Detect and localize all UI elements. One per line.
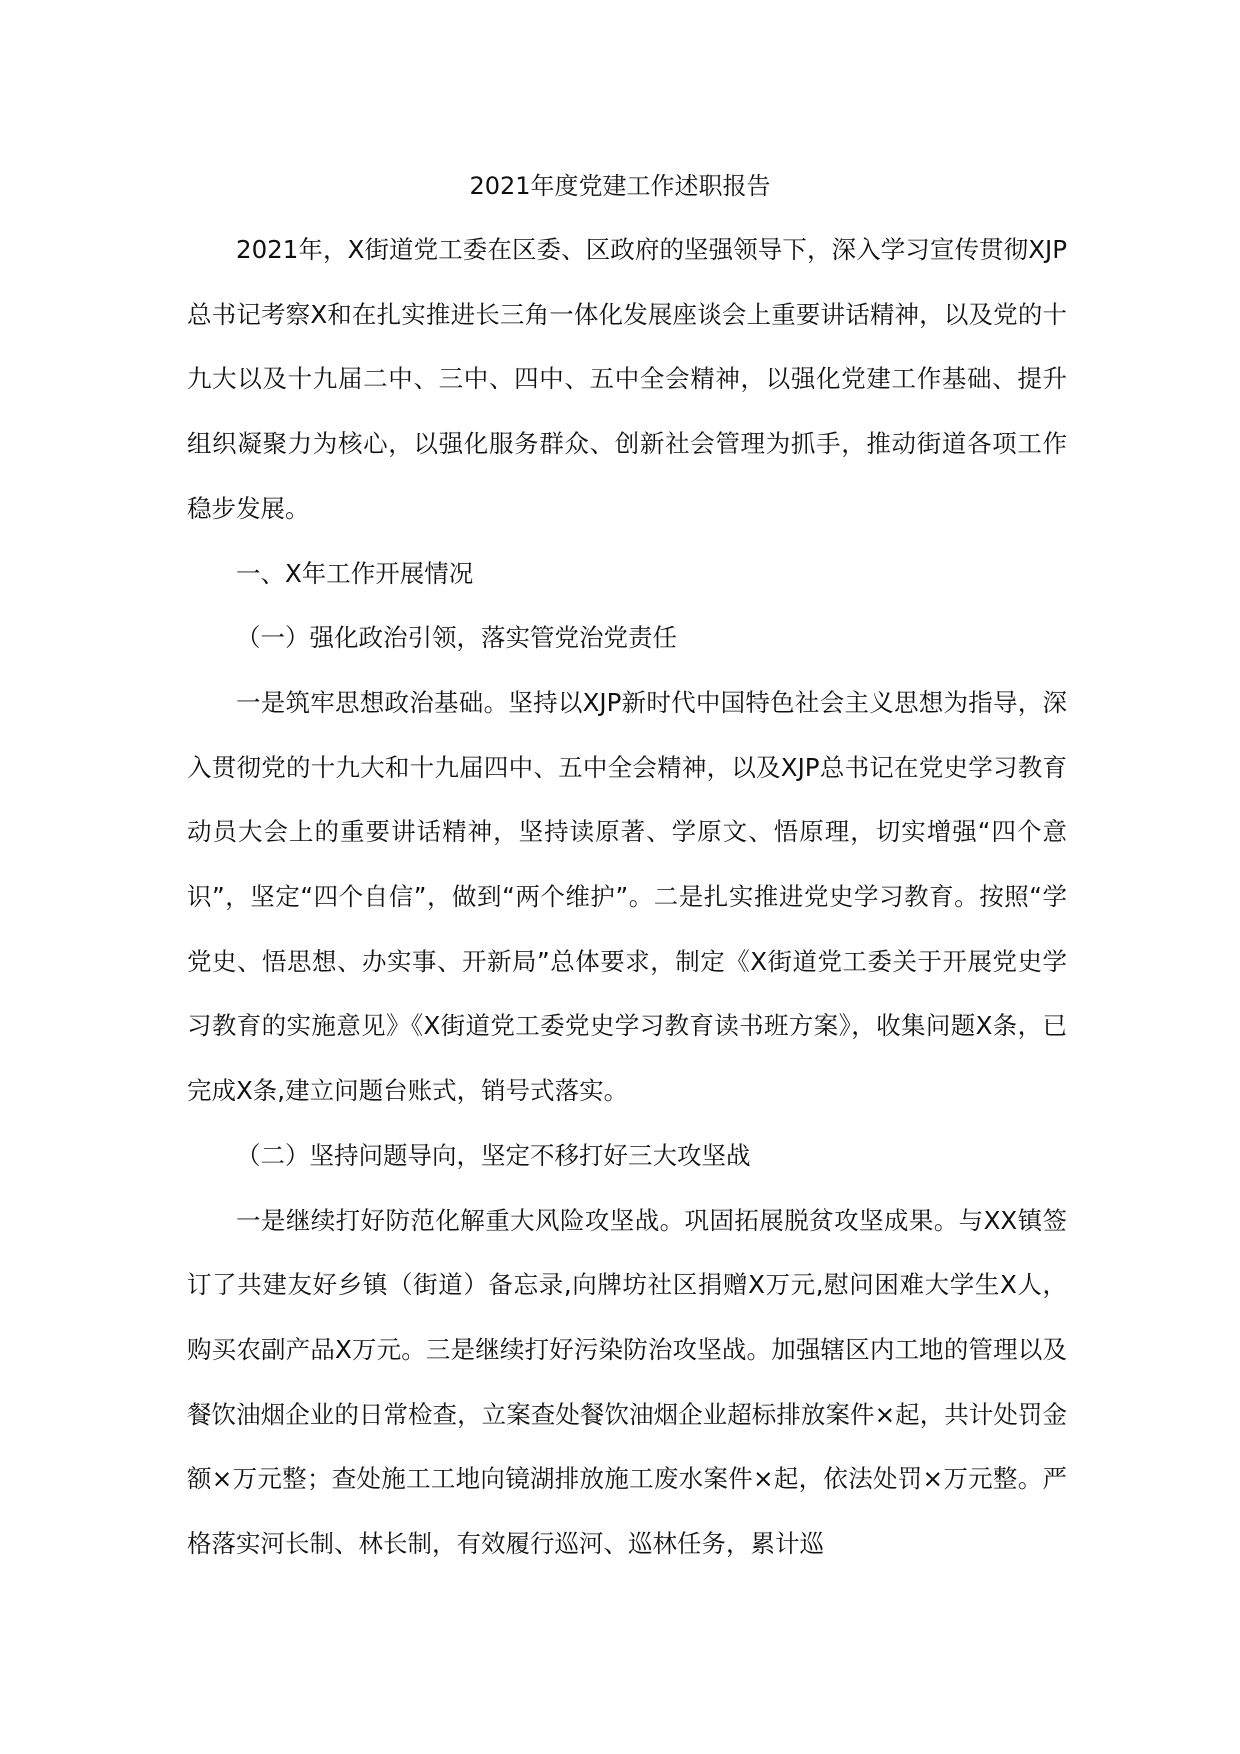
document-body xyxy=(187,218,1067,1577)
section-heading-1: 一、X年工作开展情况 xyxy=(236,558,474,588)
subsection-heading-2: （二）坚持问题导向，坚定不移打好三大攻坚战 xyxy=(236,1140,751,1170)
subsection-heading-1: （一）强化政治引领，落实管党治党责任 xyxy=(236,623,677,653)
subsection-2-paragraph: 一是继续打好防范化解重大风险攻坚战。巩固拓展脱贫攻坚成果。与XX镇签订了共建友好乡镇（街道）备忘录,向牌坊社区捐赠X万元,慰问困难大学生X人，购买农副产品X万元。三是继续打好污染防治攻坚战。加强辖区内工地的管理以及餐饮油烟企业的日常检查，立案查处餐饮油烟企业超标排放案件×起，共计处罚金额×万元整；查处施工工地向镜湖排放施工废水案件×起，依法处罚×万元整。严格落实河长制、林长制，有效履行巡河、巡林任务，累计巡 xyxy=(187,1205,1067,1559)
subsection-1-paragraph: 一是筑牢思想政治基础。坚持以XJP新时代中国特色社会主义思想为指导，深入贯彻党的十九大和十九届四中、五中全会精神，以及XJP总书记在党史学习教育动员大会上的重要讲话精神，坚持读原著、学原文、悟原理，切实增强“四个意识”，坚定“四个自信”，做到“两个维护”。二是扎实推进党史学习教育。按照“学党史、悟思想、办实事、开新局”总体要求，制定《X街道党工委关于开展党史学习教育的实施意见》《X街道党工委党史学习教育读书班方案》，收集问题X条，已完成X条,建立问题台账式，销号式落实。 xyxy=(187,687,1067,1106)
intro-paragraph: 2021年，X街道党工委在区委、区政府的坚强领导下，深入学习宣传贯彻XJP总书记考察X和在扎实推进长三角一体化发展座谈会上重要讲话精神，以及党的十九大以及十九届二中、三中、四中、五中全会精神，以强化党建工作基础、提升组织凝聚力为核心，以强化服务群众、创新社会管理为抓手，推动街道各项工作稳步发展。 xyxy=(187,235,1067,523)
document-title: 2021年度党建工作述职报告 xyxy=(469,172,771,200)
